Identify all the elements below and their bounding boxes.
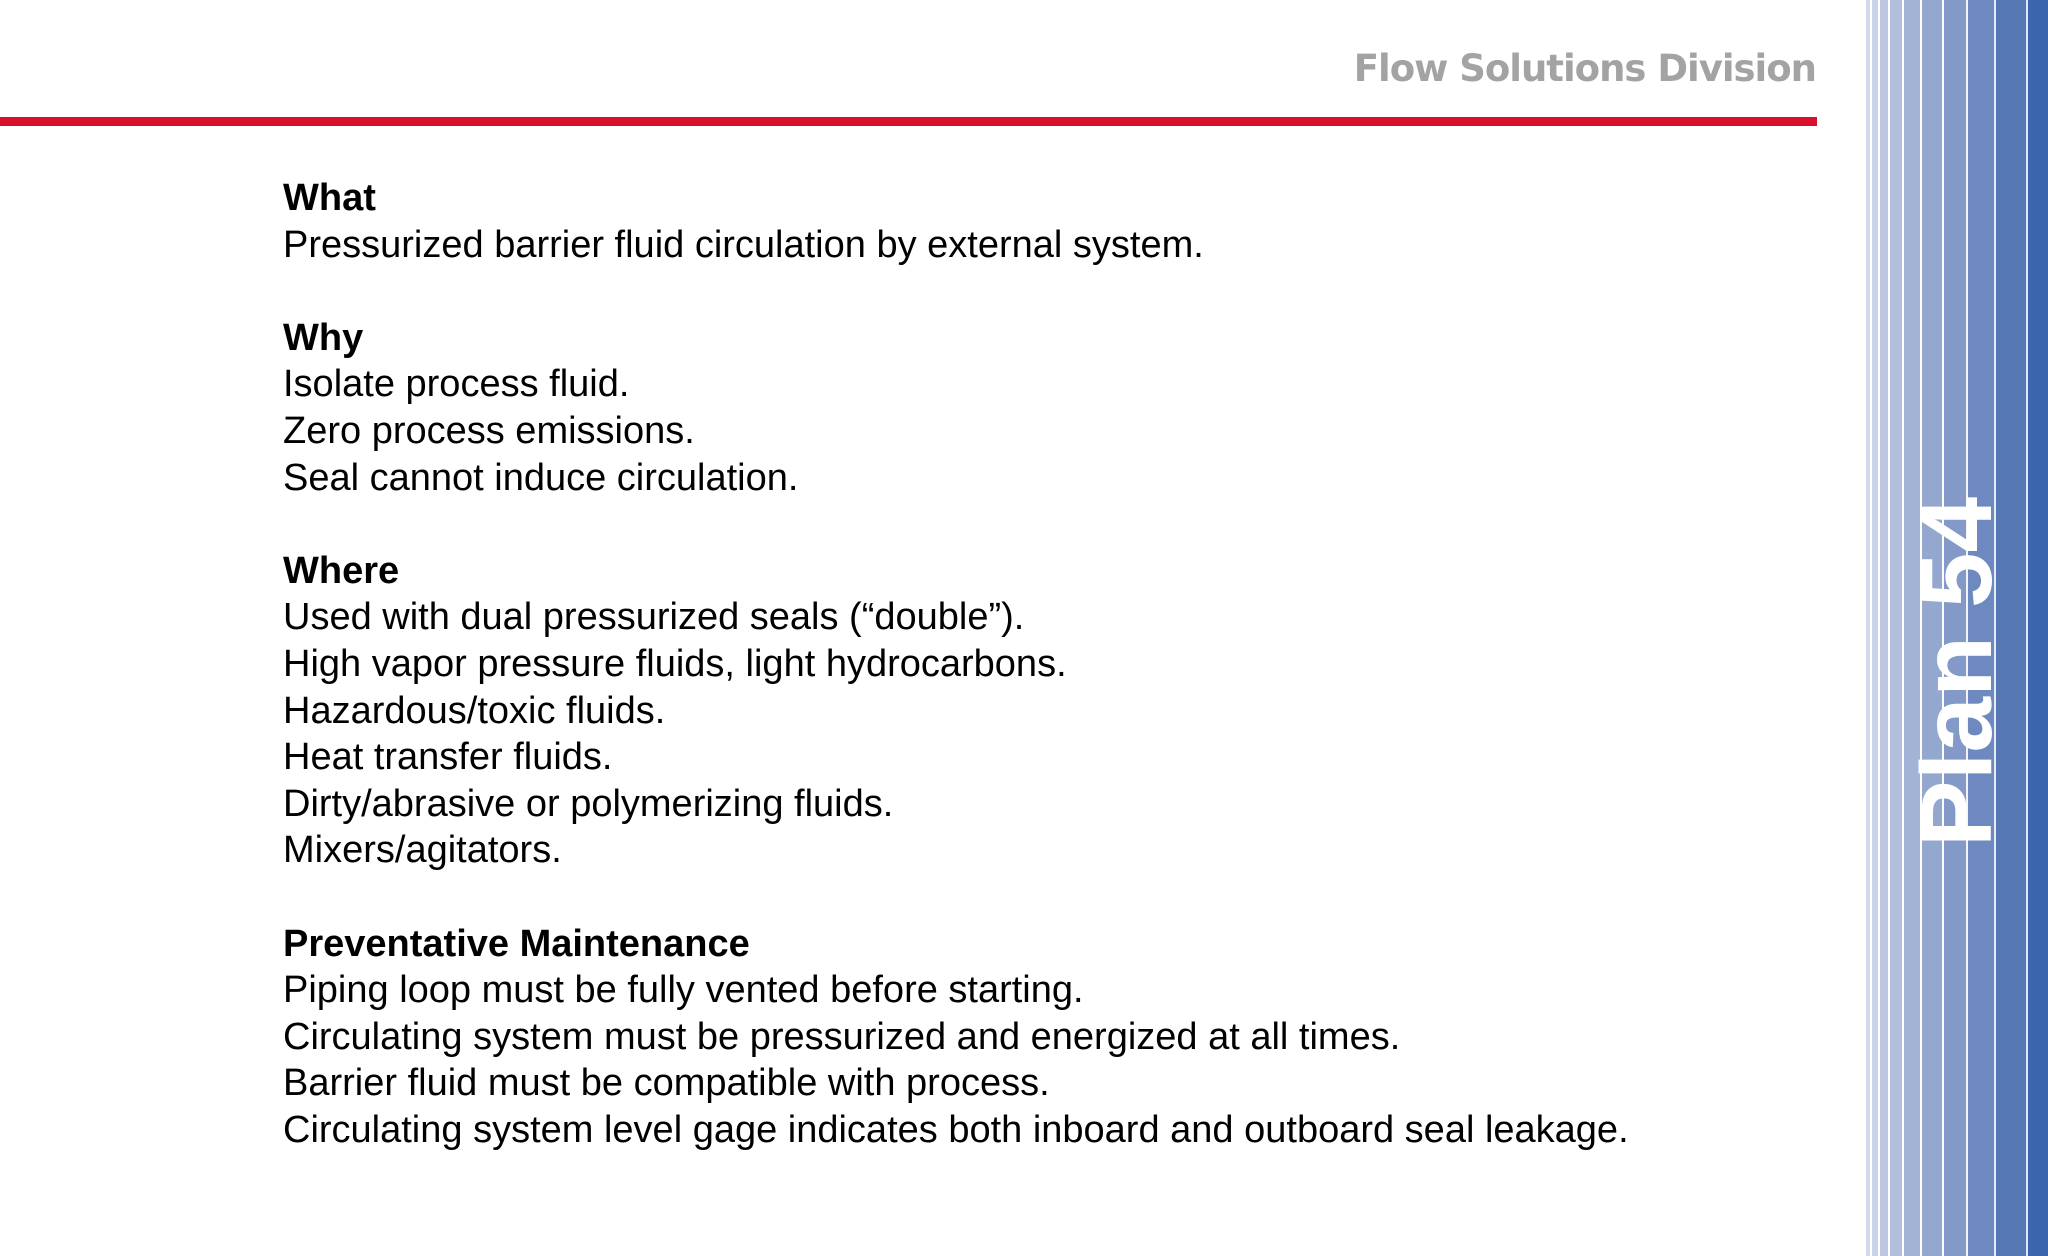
section-where: [283, 548, 1803, 874]
section-why: [283, 315, 1803, 501]
section-line: Piping loop must be fully vented before starting.: [283, 969, 1084, 1012]
section-line: Circulating system level gage indicates both inboard and outboard seal leakage.: [283, 1108, 1629, 1151]
section-line: Isolate process fluid.: [283, 363, 630, 406]
section-title: Preventative Maintenance: [283, 922, 750, 965]
section-title: What: [283, 177, 376, 219]
section-preventative-maintenance: [283, 921, 1803, 1154]
header-rule: [0, 117, 1817, 126]
section-line: Seal cannot induce circulation.: [283, 456, 799, 499]
section-line: Pressurized barrier fluid circulation by external system.: [283, 223, 1204, 266]
section-line: Barrier fluid must be compatible with process.: [283, 1062, 1050, 1105]
division-name: Flow Solutions Division: [1353, 47, 1816, 90]
plan-label: Plan 54: [1901, 496, 2013, 848]
section-line: Zero process emissions.: [283, 409, 695, 452]
section-title: Why: [283, 316, 364, 359]
content-body: [283, 175, 1803, 1200]
section-line: Dirty/abrasive or polymerizing fluids.: [283, 782, 894, 825]
section-line: Circulating system must be pressurized and energized at all times.: [283, 1015, 1401, 1058]
section-line: Used with dual pressurized seals (“double”).: [283, 596, 1025, 639]
section-line: Hazardous/toxic fluids.: [283, 689, 666, 732]
section-line: Mixers/agitators.: [283, 829, 562, 872]
section-line: Heat transfer fluids.: [283, 736, 613, 779]
section-title: Where: [283, 549, 400, 592]
section-line: High vapor pressure fluids, light hydrocarbons.: [283, 642, 1067, 685]
section-what: [283, 175, 1803, 268]
